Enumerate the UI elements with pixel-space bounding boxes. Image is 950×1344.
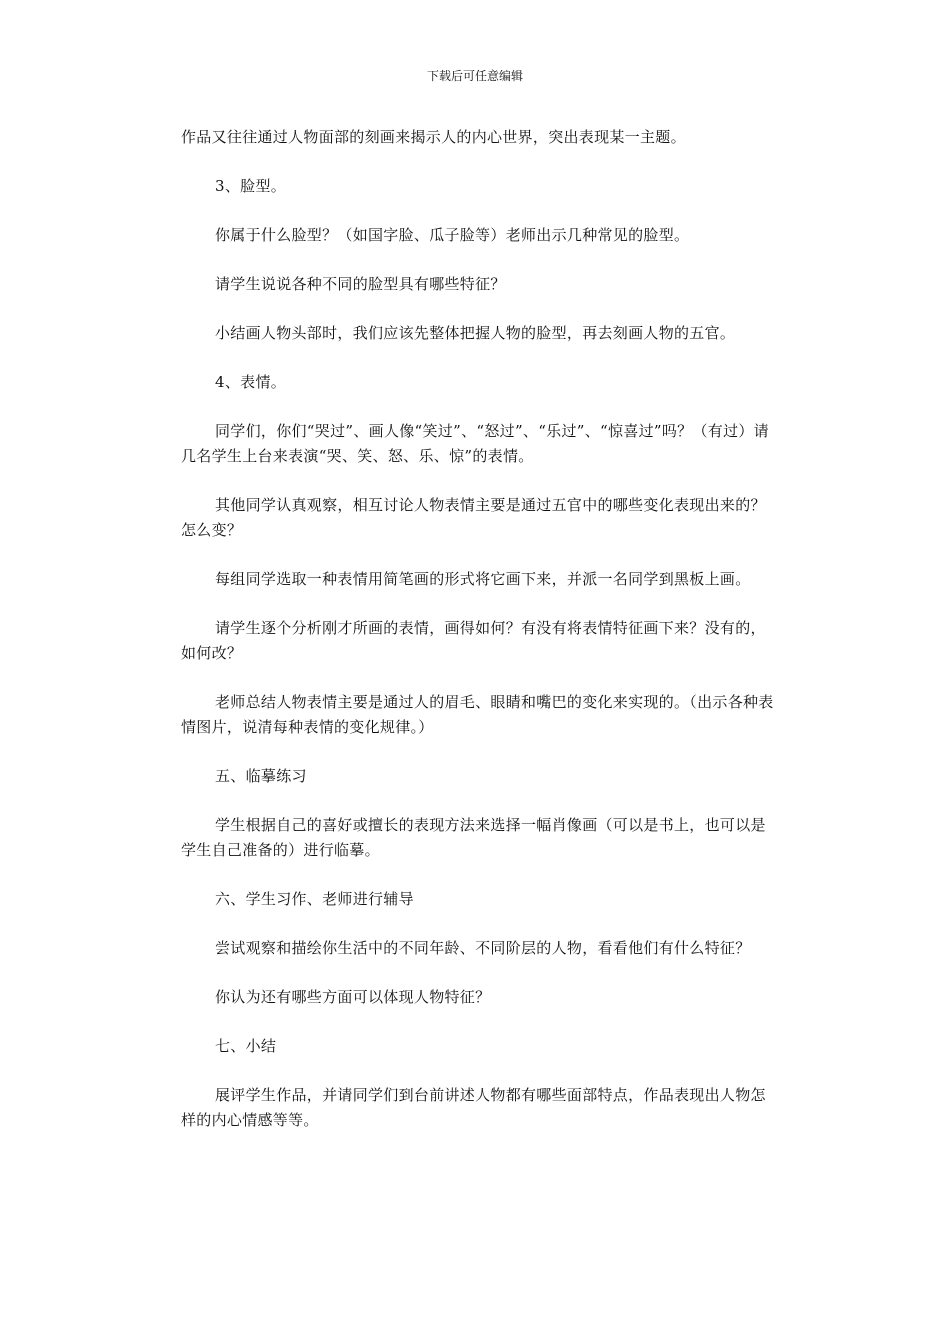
paragraph: 请学生说说各种不同的脸型具有哪些特征？ <box>215 275 506 293</box>
section-heading: 3、脸型。 <box>215 177 287 195</box>
paragraph: 尝试观察和描绘你生活中的不同年龄、不同阶层的人物，看看他们有什么特征？ <box>215 939 751 957</box>
page-header: 下载后可任意编辑 <box>426 69 523 83</box>
section-heading: 4、表情。 <box>215 373 287 391</box>
paragraph: 老师总结人物表情主要是通过人的眉毛、眼睛和嘴巴的变化来实现的。（出示各种表情图片，说清每种表情的变化规律。） <box>181 693 774 736</box>
paragraph: 同学们，你们“哭过”、画人像“笑过”、“怒过”、“乐过”、“惊喜过”吗？（有过）请几名学生上台来表演“哭、笑、怒、乐、惊”的表情。 <box>181 422 769 465</box>
paragraph: 作品又往往通过人物面部的刻画来揭示人的内心世界，突出表现某一主题。 <box>181 128 686 146</box>
paragraph: 请学生逐个分析刚才所画的表情，画得如何？有没有将表情特征画下来？没有的，如何改？ <box>181 619 766 662</box>
paragraph: 展评学生作品，并请同学们到台前讲述人物都有哪些面部特点，作品表现出人物怎样的内心情感等等。 <box>181 1086 766 1129</box>
paragraph: 你属于什么脸型？（如国字脸、瓜子脸等）老师出示几种常见的脸型。 <box>215 226 690 244</box>
paragraph: 学生根据自己的喜好或擅长的表现方法来选择一幅肖像画（可以是书上，也可以是学生自己准备的）进行临摹。 <box>181 816 766 859</box>
document-body <box>181 125 779 1157</box>
paragraph: 小结画人物头部时，我们应该先整体把握人物的脸型，再去刻画人物的五官。 <box>215 324 736 342</box>
paragraph: 你认为还有哪些方面可以体现人物特征？ <box>215 988 491 1006</box>
section-heading: 五、临摹练习 <box>215 767 307 785</box>
section-heading: 七、小结 <box>215 1037 277 1055</box>
paragraph: 每组同学选取一种表情用简笔画的形式将它画下来，并派一名同学到黑板上画。 <box>215 570 751 588</box>
section-heading: 六、学生习作、老师进行辅导 <box>215 890 414 908</box>
paragraph: 其他同学认真观察，相互讨论人物表情主要是通过五官中的哪些变化表现出来的？怎么变？ <box>181 496 766 539</box>
